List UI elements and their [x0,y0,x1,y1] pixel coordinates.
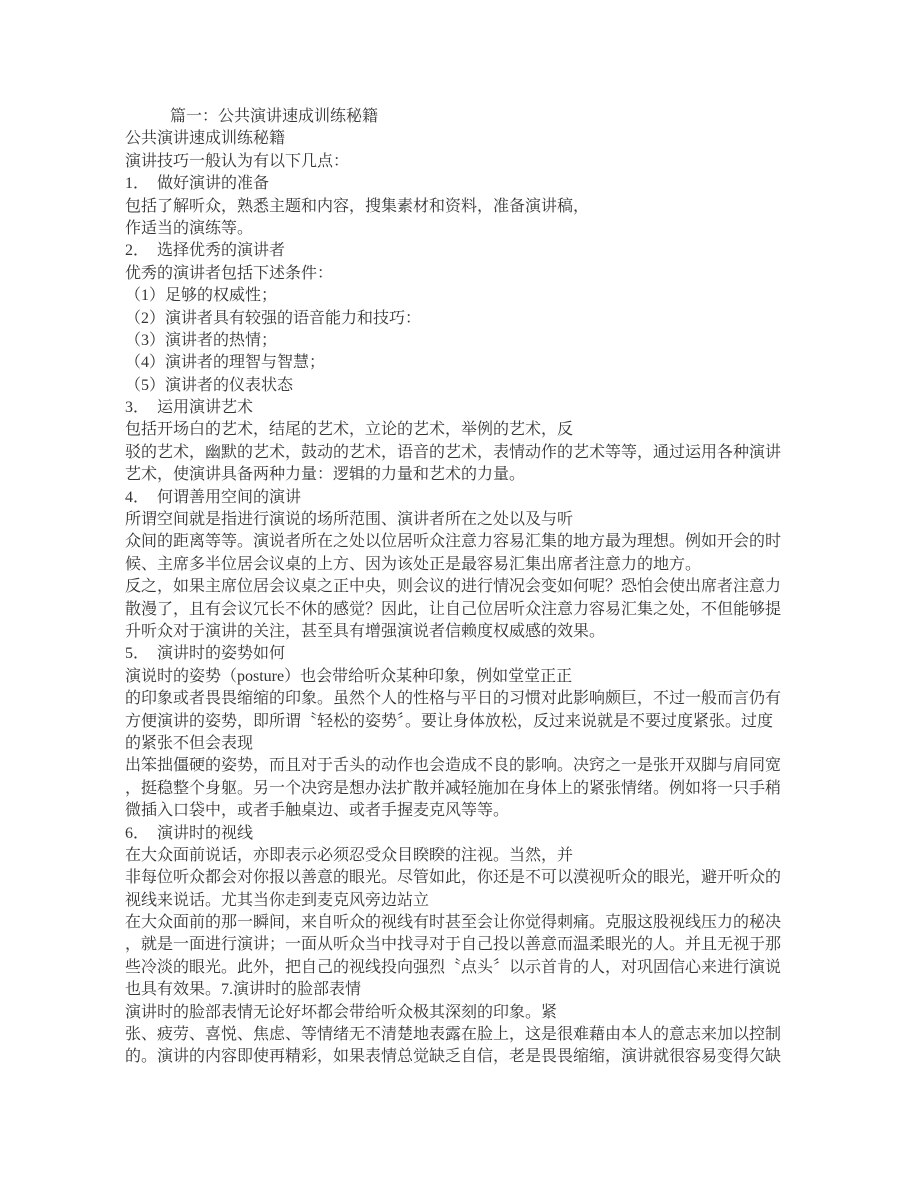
text-line: 方便演讲的姿势，即所谓〝轻松的姿势〞。要让身体放松，反过来说就是不要过度紧张。过度 [125,712,774,730]
text-line: 也具有效果。7.演讲时的脸部表情 [125,981,362,999]
list-item-line: （2）演讲者具有较强的语音能力和技巧： [125,309,422,327]
text-line: 张、疲劳、喜悦、焦虑、等情绪无不清楚地表露在脸上，这是很难藉由本人的意志来加以控制 [125,1026,782,1044]
text-line: 驳的艺术，幽默的艺术，鼓动的艺术，语音的艺术，表情动作的艺术等等，通过运用各种演讲 [125,443,782,461]
section-heading-line: 5． 演讲时的姿势如何 [125,645,286,663]
text-line: 包括开场白的艺术，结尾的艺术，立论的艺术，举例的艺术，反 [125,421,574,439]
text-line: 演讲时的脸部表情无论好坏都会带给听众极其深刻的印象。紧 [125,1003,558,1021]
list-item-line: （4）演讲者的理智与智慧； [125,354,326,372]
text-line: 众间的距离等等。演说者所在之处以位居听众注意力容易汇集的地方最为理想。例如开会的时 [125,533,782,551]
text-line: 视线来说话。尤其当你走到麦克风旁边站立 [125,891,430,909]
text-line: 出笨拙僵硬的姿势，而且对于舌头的动作也会造成不良的影响。决窍之一是张开双脚与肩同宽 [125,757,782,775]
text-line: 的印象或者畏畏缩缩的印象。虽然个人的性格与平日的习惯对此影响颇巨，不过一般而言仍有 [125,690,782,708]
list-item-line: （3）演讲者的热情； [125,331,278,349]
text-line: 候、主席多半位居会议桌的上方、因为该处正是最容易汇集出席者注意力的地方。 [125,555,702,573]
list-item-line: （5）演讲者的仪表状态 [125,376,294,394]
text-line: 艺术，使演讲具备两种力量：逻辑的力量和艺术的力量。 [125,466,526,484]
section-heading-line: 1． 做好演讲的准备 [125,175,270,193]
text-line: 的。演讲的内容即使再精彩，如果表情总觉缺乏自信，老是畏畏缩缩，演讲就很容易变得欠缺 [125,1048,782,1066]
text-line: 作适当的演练等。 [125,219,254,237]
text-line: 所谓空间就是指进行演说的场所范围、演讲者所在之处以及与听 [125,511,574,529]
section-heading-line: 6． 演讲时的视线 [125,824,254,842]
text-line: 升听众对于演讲的关注，甚至具有增强演说者信赖度权威感的效果。 [125,622,606,640]
text-line: 些冷淡的眼光。此外，把自己的视线投向强烈〝点头〞以示首肯的人，对巩固信心来进行演说 [125,958,782,976]
text-line: 散漫了，且有会议冗长不休的感觉？因此，让自己位居听众注意力容易汇集之处，不但能够提 [125,600,782,618]
section-heading-line: 4． 何谓善用空间的演讲 [125,488,302,506]
text-line: 演说时的姿势（posture）也会带给听众某种印象，例如堂堂正正 [125,667,573,685]
text-line: ，挺稳整个身躯。另一个决窍是想办法扩散并减轻施加在身体上的紧张情绪。例如将一只手稍 [125,779,782,797]
doc-subtitle-line: 公共演讲速成训练秘籍 [125,130,286,148]
text-line: 反之，如果主席位居会议桌之正中央，则会议的进行情况会变如何呢？恐怕会使出席者注意力 [125,578,782,596]
section-heading-line: 3． 运用演讲艺术 [125,399,254,417]
text-line: 优秀的演讲者包括下述条件： [125,264,334,282]
text-line: 包括了解听众，熟悉主题和内容，搜集素材和资料，准备演讲稿， [125,197,590,215]
text-line: 的紧张不但会表现 [125,734,254,752]
document-text-block [125,106,825,1069]
text-line: 微插入口袋中，或者手触桌边、或者手握麦克风等等。 [125,802,510,820]
text-line: 在大众面前的那一瞬间，来自听众的视线有时甚至会让你觉得刺痛。克服这股视线压力的秘决 [125,914,782,932]
list-item-line: （1）足够的权威性； [125,287,278,305]
text-line: 在大众面前说话，亦即表示必须忍受众目睽睽的注视。当然，并 [125,846,574,864]
section-heading-line: 2． 选择优秀的演讲者 [125,242,286,260]
text-line: ，就是一面进行演讲；一面从听众当中找寻对于自己投以善意而温柔眼光的人。并且无视于那 [125,936,782,954]
text-line: 非每位听众都会对你报以善意的眼光。尽管如此，你还是不可以漠视听众的眼光，避开听众的 [125,869,782,887]
doc-title-line: 篇一：公共演讲速成训练秘籍 [170,108,379,125]
text-line: 演讲技巧一般认为有以下几点： [125,152,350,170]
